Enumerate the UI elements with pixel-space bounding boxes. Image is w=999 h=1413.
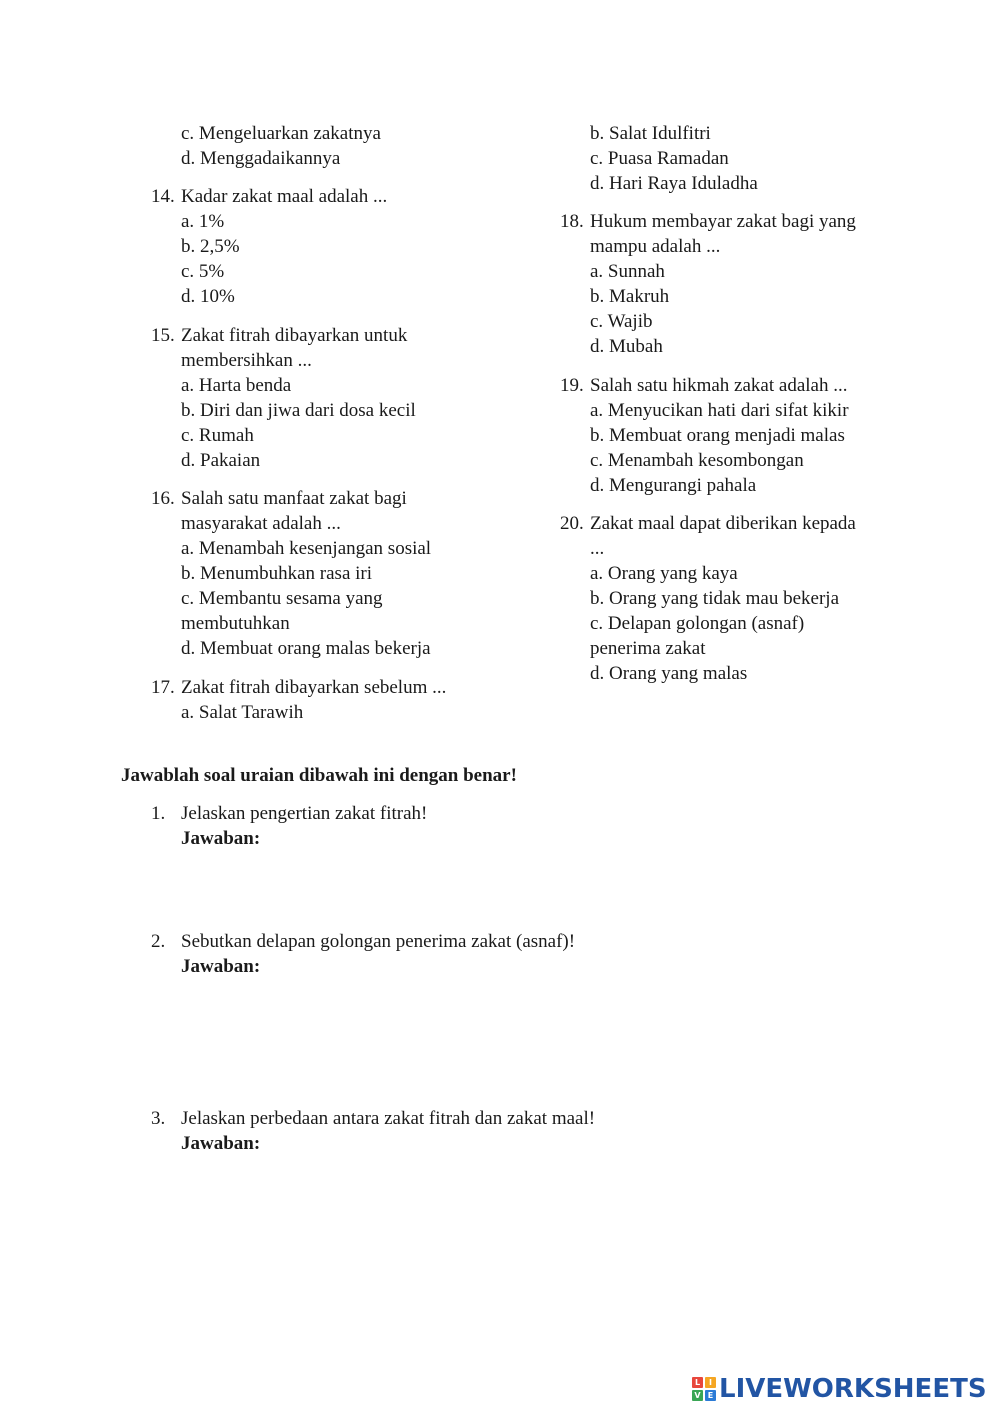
q15-option-d: d. Pakaian: [181, 450, 261, 471]
q18-option-a: a. Sunnah: [590, 261, 665, 282]
q15-number: 15.: [151, 325, 175, 346]
q18-option-d: d. Mubah: [590, 336, 663, 357]
q15-text-1: Zakat fitrah dibayarkan untuk: [181, 325, 408, 346]
q20-number: 20.: [560, 513, 584, 534]
essay-q3-answer-label: Jawaban:: [181, 1133, 261, 1154]
q19-option-d: d. Mengurangi pahala: [590, 475, 757, 496]
q19-option-c: c. Menambah kesombongan: [590, 450, 804, 471]
q17-option-c: c. Puasa Ramadan: [590, 148, 729, 169]
essay-q1-text: Jelaskan pengertian zakat fitrah!: [181, 803, 428, 824]
q17-number: 17.: [151, 677, 175, 698]
q16-text-1: Salah satu manfaat zakat bagi: [181, 488, 407, 509]
q15-text-2: membersihkan ...: [181, 350, 312, 371]
essay-q3-text: Jelaskan perbedaan antara zakat fitrah dan zakat maal!: [181, 1108, 596, 1129]
essay-heading: Jawablah soal uraian dibawah ini dengan benar!: [121, 765, 517, 786]
q18-text-1: Hukum membayar zakat bagi yang: [590, 211, 856, 232]
essay-q3-number: 3.: [151, 1108, 166, 1129]
q16-number: 16.: [151, 488, 175, 509]
q14-number: 14.: [151, 186, 175, 207]
q17-option-d: d. Hari Raya Iduladha: [590, 173, 758, 194]
q20-text-2: ...: [590, 538, 605, 559]
q17-text: Zakat fitrah dibayarkan sebelum ...: [181, 677, 447, 698]
q18-option-c: c. Wajib: [590, 311, 653, 332]
essay-q2-text: Sebutkan delapan golongan penerima zakat (asnaf)!: [181, 931, 576, 952]
logo-letter-i: I: [705, 1377, 716, 1388]
q14-option-d: d. 10%: [181, 286, 235, 307]
q19-option-b: b. Membuat orang menjadi malas: [590, 425, 845, 446]
q16-option-c-cont: membutuhkan: [181, 613, 290, 634]
logo-letter-v: V: [692, 1390, 703, 1401]
q17-option-a: a. Salat Tarawih: [181, 702, 304, 723]
liveworksheets-logo: [692, 1375, 987, 1403]
q14-option-c: c. 5%: [181, 261, 225, 282]
logo-letter-l: L: [692, 1377, 703, 1388]
q19-option-a: a. Menyucikan hati dari sifat kikir: [590, 400, 849, 421]
logo-text: LIVEWORKSHEETS: [719, 1374, 987, 1404]
q16-option-c: c. Membantu sesama yang: [181, 588, 383, 609]
q14-option-b: b. 2,5%: [181, 236, 240, 257]
q20-option-c: c. Delapan golongan (asnaf): [590, 613, 805, 634]
logo-letter-e: E: [705, 1390, 716, 1401]
q13-option-d: d. Menggadaikannya: [181, 148, 341, 169]
q19-text: Salah satu hikmah zakat adalah ...: [590, 375, 848, 396]
q15-option-a: a. Harta benda: [181, 375, 292, 396]
q20-option-d: d. Orang yang malas: [590, 663, 748, 684]
q20-option-c-cont: penerima zakat: [590, 638, 706, 659]
q14-option-a: a. 1%: [181, 211, 225, 232]
logo-icon: [692, 1377, 716, 1401]
q18-number: 18.: [560, 211, 584, 232]
q20-text-1: Zakat maal dapat diberikan kepada: [590, 513, 856, 534]
q17-option-b: b. Salat Idulfitri: [590, 123, 711, 144]
q19-number: 19.: [560, 375, 584, 396]
q16-option-a: a. Menambah kesenjangan sosial: [181, 538, 432, 559]
q18-option-b: b. Makruh: [590, 286, 670, 307]
essay-q2-number: 2.: [151, 931, 166, 952]
q16-option-d: d. Membuat orang malas bekerja: [181, 638, 431, 659]
essay-q1-answer-label: Jawaban:: [181, 828, 261, 849]
q15-option-b: b. Diri dan jiwa dari dosa kecil: [181, 400, 416, 421]
q18-text-2: mampu adalah ...: [590, 236, 721, 257]
essay-q2-answer-label: Jawaban:: [181, 956, 261, 977]
q16-text-2: masyarakat adalah ...: [181, 513, 341, 534]
essay-q1-number: 1.: [151, 803, 166, 824]
q20-option-a: a. Orang yang kaya: [590, 563, 738, 584]
q20-option-b: b. Orang yang tidak mau bekerja: [590, 588, 840, 609]
q15-option-c: c. Rumah: [181, 425, 254, 446]
q14-text: Kadar zakat maal adalah ...: [181, 186, 388, 207]
q13-option-c: c. Mengeluarkan zakatnya: [181, 123, 381, 144]
q16-option-b: b. Menumbuhkan rasa iri: [181, 563, 373, 584]
